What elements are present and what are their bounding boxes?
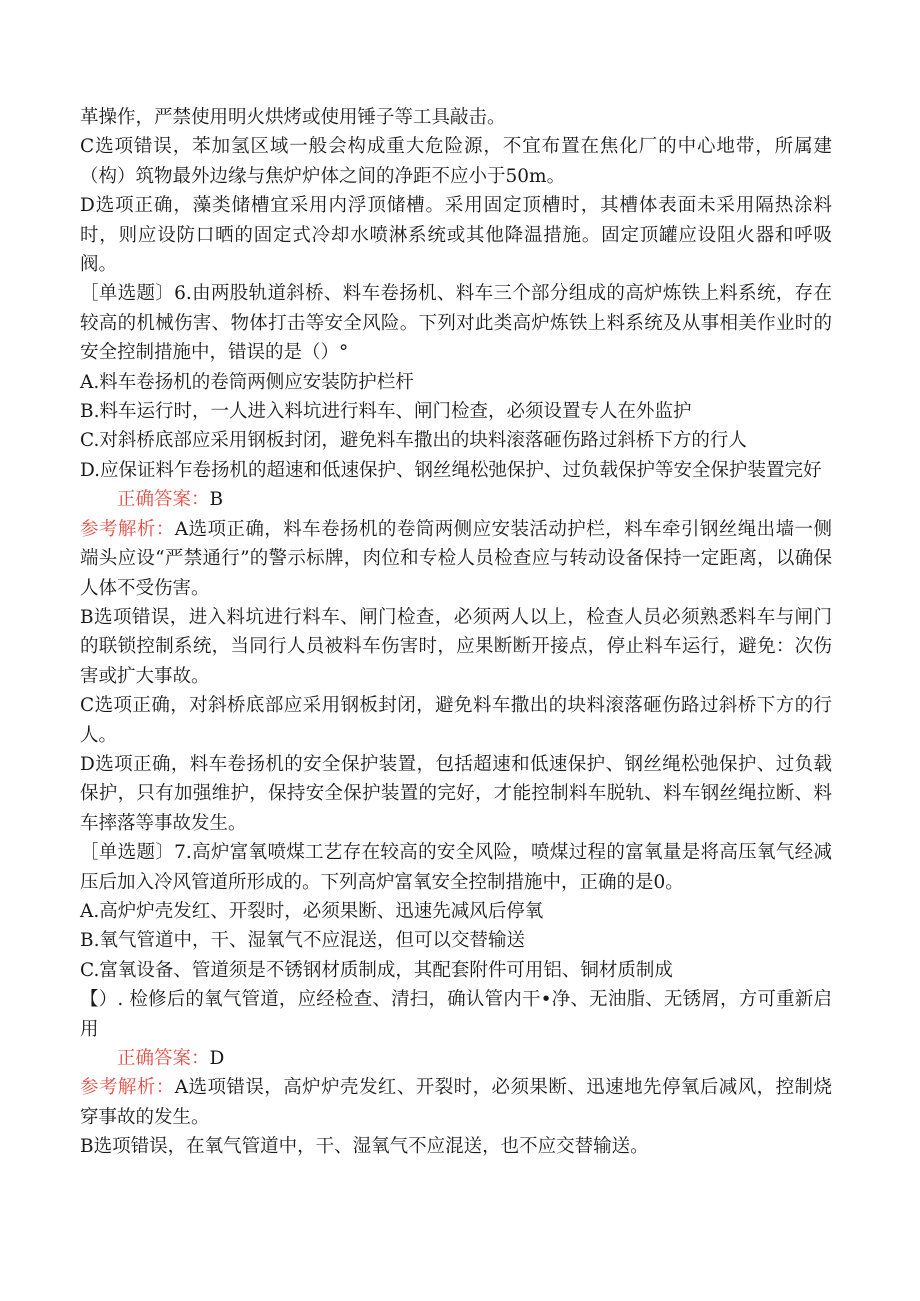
answer-label: 正确答案：	[117, 1048, 210, 1069]
option-a: A.料车卷扬机的卷筒两侧应安装防护栏杆	[80, 371, 414, 393]
analysis	[80, 1073, 832, 1132]
analysis-text: A选项错误，高炉炉壳发红、开裂时，必须果断、迅速地先停氧后减风，控制烧穿事故的发生。	[80, 1077, 832, 1128]
paragraph: B选项错误，在氧气管道中，干、湿氧气不应混送，也不应交替输送。	[80, 1136, 649, 1158]
analysis-label: 参考解析：	[80, 518, 175, 540]
paragraph: C选项正确，对斜桥底部应采用钢板封闭，避免料车撒出的块料滚落砸伤路过斜桥下方的行人。	[80, 695, 832, 746]
paragraph: D选项正确，藻类储槽宜采用内浮顶储槽。采用固定顶槽时，其槽体表面未采用隔热涂料时，则应设防口晒的固定式冷却水喷淋系统或其他降温措施。固定顶罐应设阻火器和呼吸阀。	[80, 195, 832, 276]
answer-label: 正确答案：	[117, 489, 210, 511]
option-a: A.高炉炉壳发红、开裂时，必须果断、迅速先减风后停氧	[80, 900, 544, 922]
question-stem: ［单选题〕7.高炉富氧喷煤工艺存在较高的安全风险，喷煤过程的富氧量是将高压氧气经减压后加入冷风管道所形成的。下列高炉富氧安全控制措施中，正确的是0。	[80, 842, 832, 893]
option-d: D.应保证料乍卷扬机的超速和低速保护、钢丝绳松弛保护、过负载保护等安全保护装置完好	[80, 459, 822, 481]
option-c: C.富氧设备、管道须是不锈钢材质制成，其配套附件可用铝、铜材质制成	[80, 959, 673, 981]
correct-answer	[80, 485, 832, 514]
option-b: B.料车运行时，一人进入料坑进行料车、闸门检查，必须设置专人在外监护	[80, 401, 692, 423]
option-d: 【）. 检修后的氧气管道，应经检查、清扫，确认管内干•净、无油脂、无锈屑，方可重新启用	[80, 989, 832, 1040]
analysis	[80, 515, 832, 603]
answer-value: D	[209, 1048, 225, 1069]
document-page	[80, 103, 832, 1162]
question-stem: ［单选题〕6.由两股轨道斜桥、料车卷扬机、料车三个部分组成的高炉炼铁上料系统，存在较高的机械伤害、物体打击等安全风险。下列对此类高炉炼铁上料系统及从事相美作业时的安全控制措施中，错误的是（）°	[80, 283, 832, 364]
paragraph: B选项错误，进入料坑进行料车、闸门检查，必须两人以上，检查人员必须熟悉料车与闸门的联锁控制系统，当同行人员被料车伤害时，应果断断开接点，停止料车运行，避免：次伤害或扩大事故。	[80, 606, 832, 687]
paragraph: D选项正确，料车卷扬机的安全保护装置，包括超速和低速保护、钢丝绳松弛保护、过负载保护，只有加强维护，保持安全保护装置的完好，才能控制料车脱轨、料车钢丝绳拉断、料车摔落等事故发生。	[80, 753, 832, 834]
option-c: C.对斜桥底部应采用钢板封闭，避免料车撒出的块料滚落砸伤路过斜桥下方的行人	[80, 430, 747, 452]
correct-answer	[80, 1044, 832, 1073]
option-b: B.氧气管道中，干、湿氧气不应混送，但可以交替输送	[80, 930, 525, 952]
paragraph: 革操作，严禁使用明火烘烤或使用锤子等工具敲击。	[80, 107, 506, 128]
analysis-text: A选项正确，料车卷扬机的卷筒两侧应安装活动护栏，料车牵引钢丝绳出墙一侧端头应设“严禁通行”的警示标牌，肉位和专检人员检查应与转动设备保持一定距离，以确保人体不受伤害。	[80, 518, 832, 599]
answer-value: B	[209, 489, 224, 511]
paragraph: C选项错误，苯加氢区域一般会构成重大危险源，不宜布置在焦化厂的中心地带，所属建（构）筑物最外边缘与焦炉炉体之间的净距不应小于50m。	[80, 136, 832, 187]
analysis-label: 参考解析：	[80, 1077, 175, 1099]
